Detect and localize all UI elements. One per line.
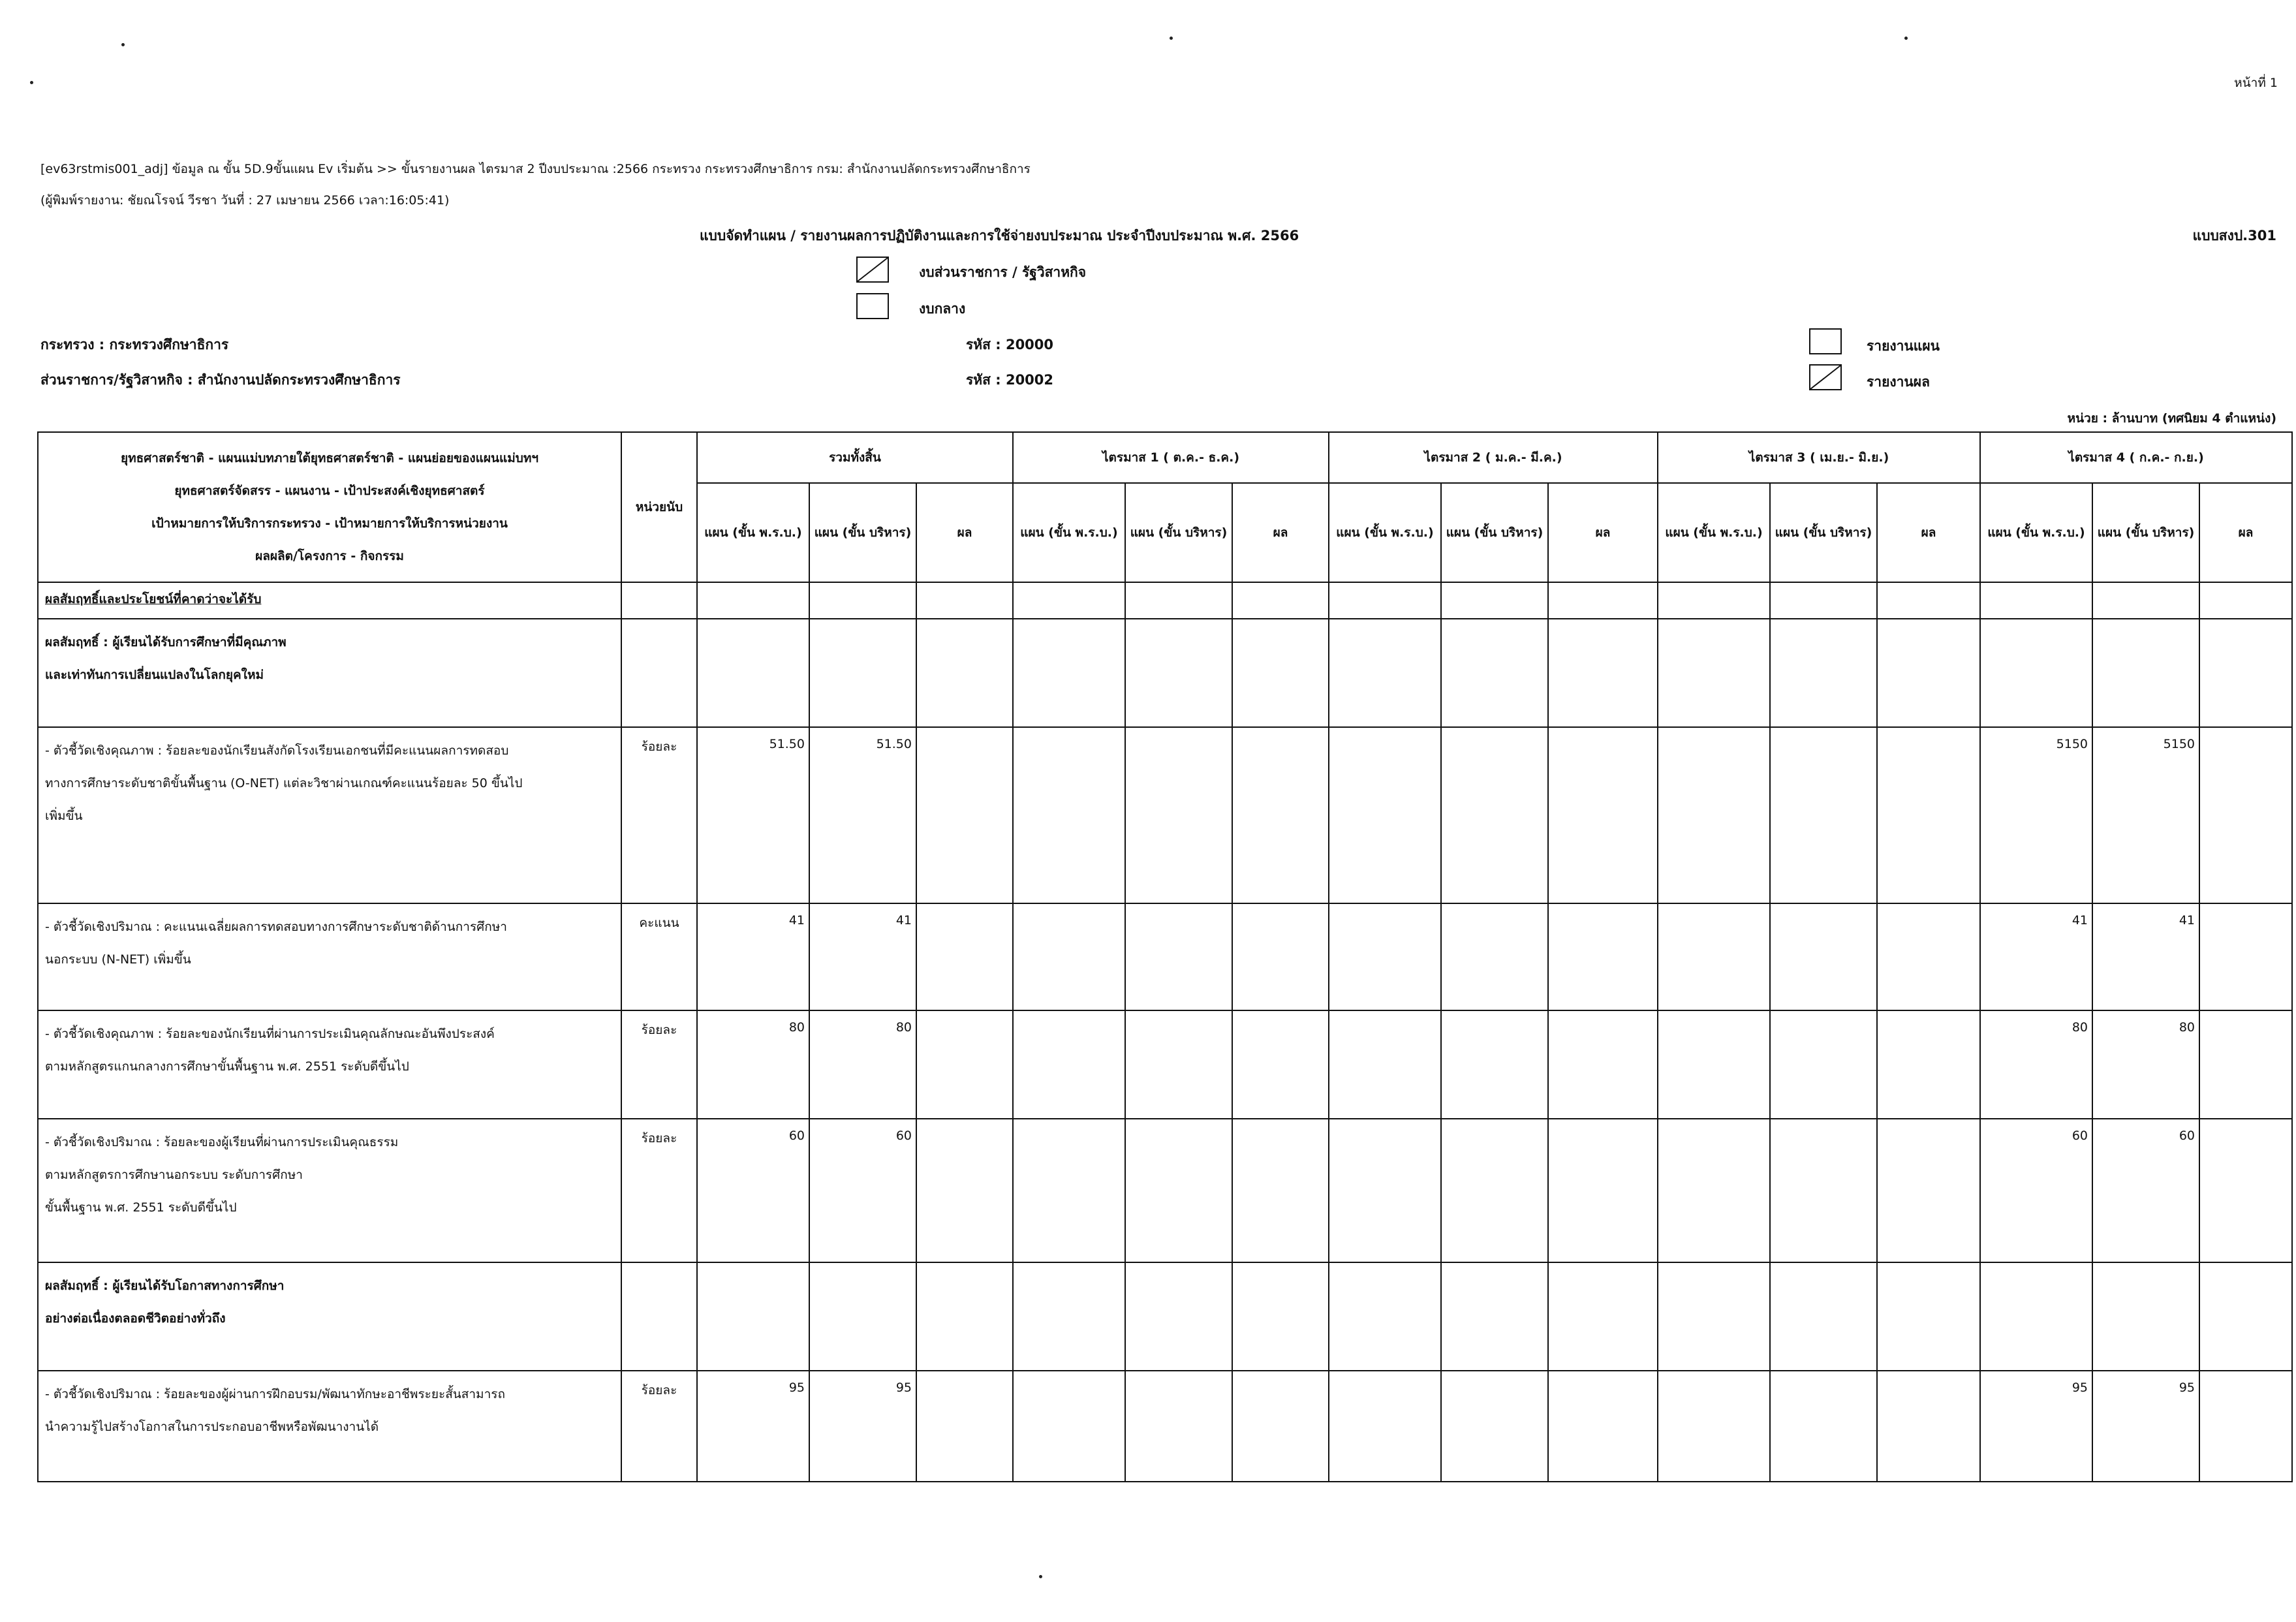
col-plan-pb: แผน (ขั้น พ.ร.บ.) [1658, 483, 1770, 582]
page-number: หน้าที่ 1 [2234, 76, 2278, 90]
total-plan-admin: 41 [809, 903, 916, 1010]
col-header-total: รวมทั้งสิ้น [697, 432, 1013, 483]
table-row [38, 1262, 2292, 1371]
col-header-q4: ไตรมาส 4 ( ก.ค.- ก.ย.) [1980, 432, 2292, 483]
col-result: ผล [2199, 483, 2292, 582]
indicator-description: - ตัวชี้วัดเชิงปริมาณ : ร้อยละของผู้เรียนที่ผ่านการประเมินคุณธรรม ตามหลักสูตรการศึกษานอกระบบ ระดับการศึกษา ขั้นพื้นฐาน พ.ศ. 2551 ระดับดีขึ้นไป [38, 1119, 621, 1262]
col-plan-pb: แผน (ขั้น พ.ร.บ.) [697, 483, 809, 582]
total-plan-pb: 60 [697, 1119, 809, 1262]
q4-plan-pb: 60 [1980, 1119, 2092, 1262]
col-plan-admin: แผน (ขั้น บริหาร) [2092, 483, 2199, 582]
col-header-q1: ไตรมาส 1 ( ต.ค.- ธ.ค.) [1013, 432, 1329, 483]
col-plan-admin: แผน (ขั้น บริหาร) [809, 483, 916, 582]
outcome-heading: ผลสัมฤทธิ์ : ผู้เรียนได้รับโอกาสทางการศึกษา อย่างต่อเนื่องตลอดชีวิตอย่างทั่วถึง [38, 1262, 621, 1371]
table-row [38, 1010, 2292, 1119]
col-header-q2: ไตรมาส 2 ( ม.ค.- มี.ค.) [1329, 432, 1658, 483]
indicator-description: - ตัวชี้วัดเชิงคุณภาพ : ร้อยละของนักเรียนสังกัดโรงเรียนเอกชนที่มีคะแนนผลการทดสอบ ทางการศึกษาระดับชาติขั้นพื้นฐาน (O-NET) แต่ละวิชาผ่านเกณฑ์คะแนนร้อยละ 50 ขึ้นไป เพิ่มขึ้น [38, 727, 621, 903]
report-table [37, 431, 2293, 1482]
budget-option-central: งบกลาง [919, 301, 966, 317]
total-plan-pb: 95 [697, 1371, 809, 1482]
budget-central-checkbox [856, 293, 889, 319]
q4-plan-admin: 41 [2092, 903, 2199, 1010]
unit-note: หน่วย : ล้านบาท (ทศนิยม 4 ตำแหน่ง) [2067, 411, 2276, 426]
col-result: ผล [916, 483, 1013, 582]
table-row [38, 582, 2292, 619]
table-row [38, 1119, 2292, 1262]
system-line: [ev63rstmis001_adj] ข้อมูล ณ ขั้น 5D.9ขั้นแผน Ev เริ่มต้น >> ขั้นรายงานผล ไตรมาส 2 ปีงบประมาณ :2566 กระทรวง กระทรวงศึกษาธิการ กรม: สำนักงานปลัดกระทรวงศึกษาธิการ [40, 162, 1031, 176]
scan-speck [1904, 37, 1908, 40]
report-option-result: รายงานผล [1867, 374, 1930, 390]
form-code: แบบสงป.301 [2192, 228, 2276, 243]
col-result: ผล [1548, 483, 1658, 582]
agency-label: ส่วนราชการ/รัฐวิสาหกิจ : สำนักงานปลัดกระทรวงศึกษาธิการ [40, 372, 401, 388]
indicator-description: - ตัวชี้วัดเชิงปริมาณ : คะแนนเฉลี่ยผลการทดสอบทางการศึกษาระดับชาติด้านการศึกษา นอกระบบ (N-NET) เพิ่มขึ้น [38, 903, 621, 1010]
report-result-checkbox [1809, 364, 1842, 390]
q4-plan-admin: 5150 [2092, 727, 2199, 903]
indicator-unit: ร้อยละ [621, 1010, 697, 1119]
total-plan-admin: 60 [809, 1119, 916, 1262]
agency-code: รหัส : 20002 [966, 372, 1054, 388]
scan-speck [30, 81, 33, 84]
ministry-code: รหัส : 20000 [966, 337, 1054, 352]
q4-plan-admin: 60 [2092, 1119, 2199, 1262]
col-header-strategy: ยุทธศาสตร์ชาติ - แผนแม่บทภายใต้ยุทธศาสตร์ชาติ - แผนย่อยของแผนแม่บทฯ ยุทธศาสตร์จัดสรร - แผนงาน - เป้าประสงค์เชิงยุทธศาสตร์ เป้าหมายการให้บริการกระทรวง - เป้าหมายการให้บริการหน่วยงาน ผลผลิต/โครงการ - กิจกรรม [38, 432, 621, 582]
table-row [38, 727, 2292, 903]
section-heading: ผลสัมฤทธิ์และประโยชน์ที่คาดว่าจะได้รับ [38, 582, 621, 619]
scan-speck [1039, 1575, 1042, 1578]
budget-option-agency: งบส่วนราชการ / รัฐวิสาหกิจ [919, 264, 1087, 280]
printer-line: (ผู้พิมพ์รายงาน: ชัยณโรจน์ วีรชา วันที่ : 27 เมษายน 2566 เวลา:16:05:41) [40, 193, 450, 208]
indicator-unit: คะแนน [621, 903, 697, 1010]
indicator-unit: ร้อยละ [621, 1371, 697, 1482]
indicator-unit: ร้อยละ [621, 727, 697, 903]
indicator-unit: ร้อยละ [621, 1119, 697, 1262]
q4-plan-pb: 80 [1980, 1010, 2092, 1119]
ministry-label: กระทรวง : กระทรวงศึกษาธิการ [40, 337, 229, 352]
report-plan-checkbox [1809, 328, 1842, 354]
indicator-description: - ตัวชี้วัดเชิงปริมาณ : ร้อยละของผู้ผ่านการฝึกอบรม/พัฒนาทักษะอาชีพระยะสั้นสามารถ นำความรู้ไปสร้างโอกาสในการประกอบอาชีพหรือพัฒนางานได้ [38, 1371, 621, 1482]
table-row [38, 619, 2292, 727]
col-header-unit: หน่วยนับ [621, 432, 697, 582]
table-row [38, 1371, 2292, 1482]
col-header-q3: ไตรมาส 3 ( เม.ย.- มิ.ย.) [1658, 432, 1980, 483]
indicator-description: - ตัวชี้วัดเชิงคุณภาพ : ร้อยละของนักเรียนที่ผ่านการประเมินคุณลักษณะอันพึงประสงค์ ตามหลักสูตรแกนกลางการศึกษาขั้นพื้นฐาน พ.ศ. 2551 ระดับดีขึ้นไป [38, 1010, 621, 1119]
col-result: ผล [1877, 483, 1980, 582]
q4-plan-pb: 41 [1980, 903, 2092, 1010]
col-plan-admin: แผน (ขั้น บริหาร) [1125, 483, 1232, 582]
q4-plan-pb: 95 [1980, 1371, 2092, 1482]
total-plan-admin: 80 [809, 1010, 916, 1119]
outcome-heading: ผลสัมฤทธิ์ : ผู้เรียนได้รับการศึกษาที่มีคุณภาพ และเท่าทันการเปลี่ยนแปลงในโลกยุคใหม่ [38, 619, 621, 727]
col-plan-pb: แผน (ขั้น พ.ร.บ.) [1980, 483, 2092, 582]
total-plan-pb: 41 [697, 903, 809, 1010]
col-plan-pb: แผน (ขั้น พ.ร.บ.) [1329, 483, 1441, 582]
q4-plan-admin: 95 [2092, 1371, 2199, 1482]
col-plan-pb: แผน (ขั้น พ.ร.บ.) [1013, 483, 1125, 582]
report-option-plan: รายงานแผน [1867, 338, 1940, 354]
q4-plan-admin: 80 [2092, 1010, 2199, 1119]
col-plan-admin: แผน (ขั้น บริหาร) [1770, 483, 1877, 582]
scan-speck [1170, 37, 1173, 40]
budget-agency-checkbox [856, 257, 889, 283]
total-plan-admin: 51.50 [809, 727, 916, 903]
page-title: แบบจัดทำแผน / รายงานผลการปฏิบัติงานและการใช้จ่ายงบประมาณ ประจำปีงบประมาณ พ.ศ. 2566 [700, 228, 1299, 243]
table-row [38, 903, 2292, 1010]
col-result: ผล [1232, 483, 1329, 582]
col-plan-admin: แผน (ขั้น บริหาร) [1441, 483, 1548, 582]
total-plan-admin: 95 [809, 1371, 916, 1482]
q4-plan-pb: 5150 [1980, 727, 2092, 903]
table-header-row [38, 432, 2292, 483]
total-plan-pb: 51.50 [697, 727, 809, 903]
scan-speck [121, 43, 125, 46]
total-plan-pb: 80 [697, 1010, 809, 1119]
